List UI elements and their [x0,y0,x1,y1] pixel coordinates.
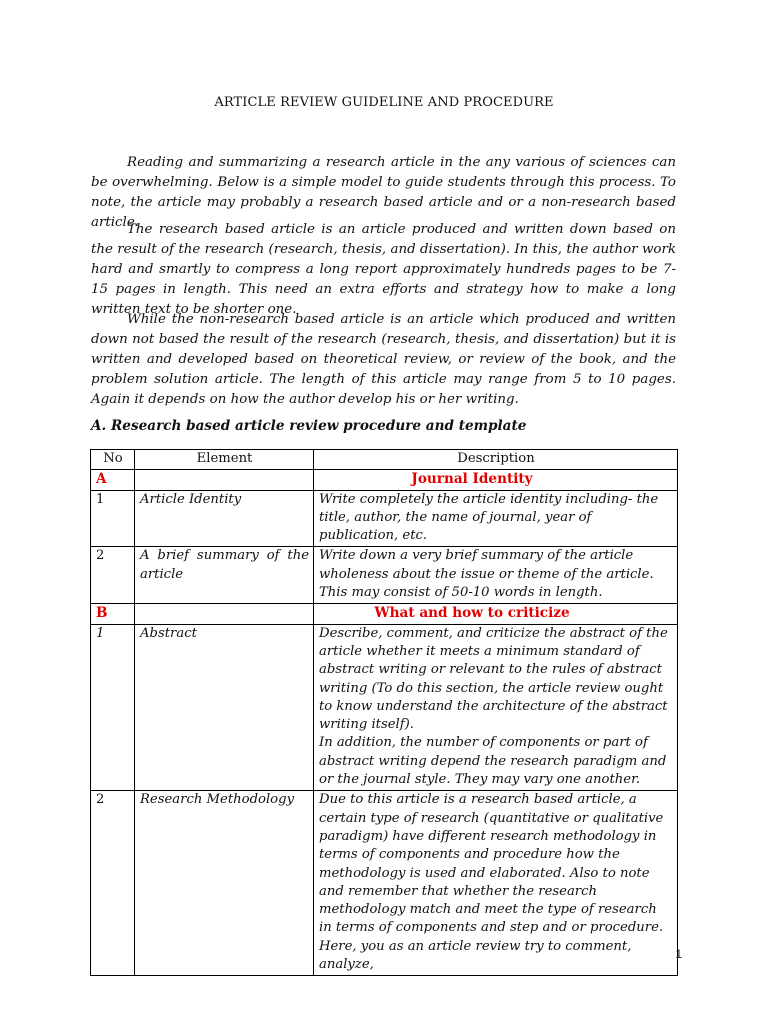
section-empty-cell [135,604,314,624]
row-number: 2 [91,547,135,604]
header-element: Element [135,450,314,470]
paragraph-text: Reading and summarizing a research article in the any various of sciences can be overwhelming. Below is a simple model to guide students through this process. To note, the article may probably a research based article and or a non-research based article. [91,155,676,230]
table-row [91,547,678,604]
row-element: Research Methodology [135,791,314,976]
table-row [91,624,678,791]
paragraph-text: While the non-research based article is an article which produced and written down not based the result of the research (research, thesis, and dissertation) but it is written and developed based on theoretical review, or review of the book, and the problem solution article. The length of this article may range from 5 to 10 pages. Again it depends on how the author develop his or her writing. [91,312,676,407]
page-number: 1 [675,947,682,961]
row-description [314,791,678,976]
row-description: Write completely the article identity including- the title, author, the name of journal, year of publication, etc. [314,490,678,547]
table-row [91,791,678,976]
table-row [91,490,678,547]
section-title-text: Journal Identity [411,471,533,488]
description-text: Describe, comment, and criticize the abstract of the article whether it meets a minimum standard of abstract writing or relevant to the rules of abstract writing (To do this section, the article review ought to know understand the architecture of the abstract writing itself). [319,625,668,733]
paragraph-text: The research based article is an article produced and written down based on the result of the research (research, thesis, and dissertation). In this, the author work hard and smartly to compress a long report approximately hundreds pages to be 7- 15 pages in length. This need an extra efforts and strategy how to make a long written text to be shorter one. [91,222,676,317]
section-label: A [91,470,135,490]
document-title: ARTICLE REVIEW GUIDELINE AND PROCEDURE [214,95,554,110]
row-element: A brief summary of the article [135,547,314,604]
row-description: Write down a very brief summary of the article wholeness about the issue or theme of the article. This may consist of 50-10 words in length. [314,547,678,604]
section-empty-cell [135,470,314,490]
description-text-continued: Here, you as an article review try to comment, analyze, [319,938,632,973]
header-description: Description [314,450,678,470]
header-no: No [91,450,135,470]
section-row-a [91,470,678,490]
section-title [314,470,678,490]
description-text-continued: In addition, the number of components or part of abstract writing depend the research paradigm and or the journal style. They may vary one another. [319,735,667,788]
row-number: 2 [91,791,135,976]
review-template-table [90,449,678,976]
row-number: 1 [91,624,135,791]
non-research-article-paragraph [91,310,676,410]
description-text: Due to this article is a research based article, a certain type of research (quantitative or qualitative paradigm) have different research methodology in terms of components and procedure how the methodology is used and elaborated. Also to note and remember that whether the research methodology match and meet the type of research in terms of components and step and or procedure. [319,792,664,936]
row-element: Abstract [135,624,314,791]
section-heading: A. Research based article review procedure and template [91,418,527,434]
section-title [314,604,678,624]
row-description [314,624,678,791]
table-header-row [91,450,678,470]
research-article-paragraph [91,220,676,320]
section-label: B [91,604,135,624]
row-element: Article Identity [135,490,314,547]
row-number: 1 [91,490,135,547]
section-title-text: What and how to criticize [374,605,570,622]
section-row-b [91,604,678,624]
